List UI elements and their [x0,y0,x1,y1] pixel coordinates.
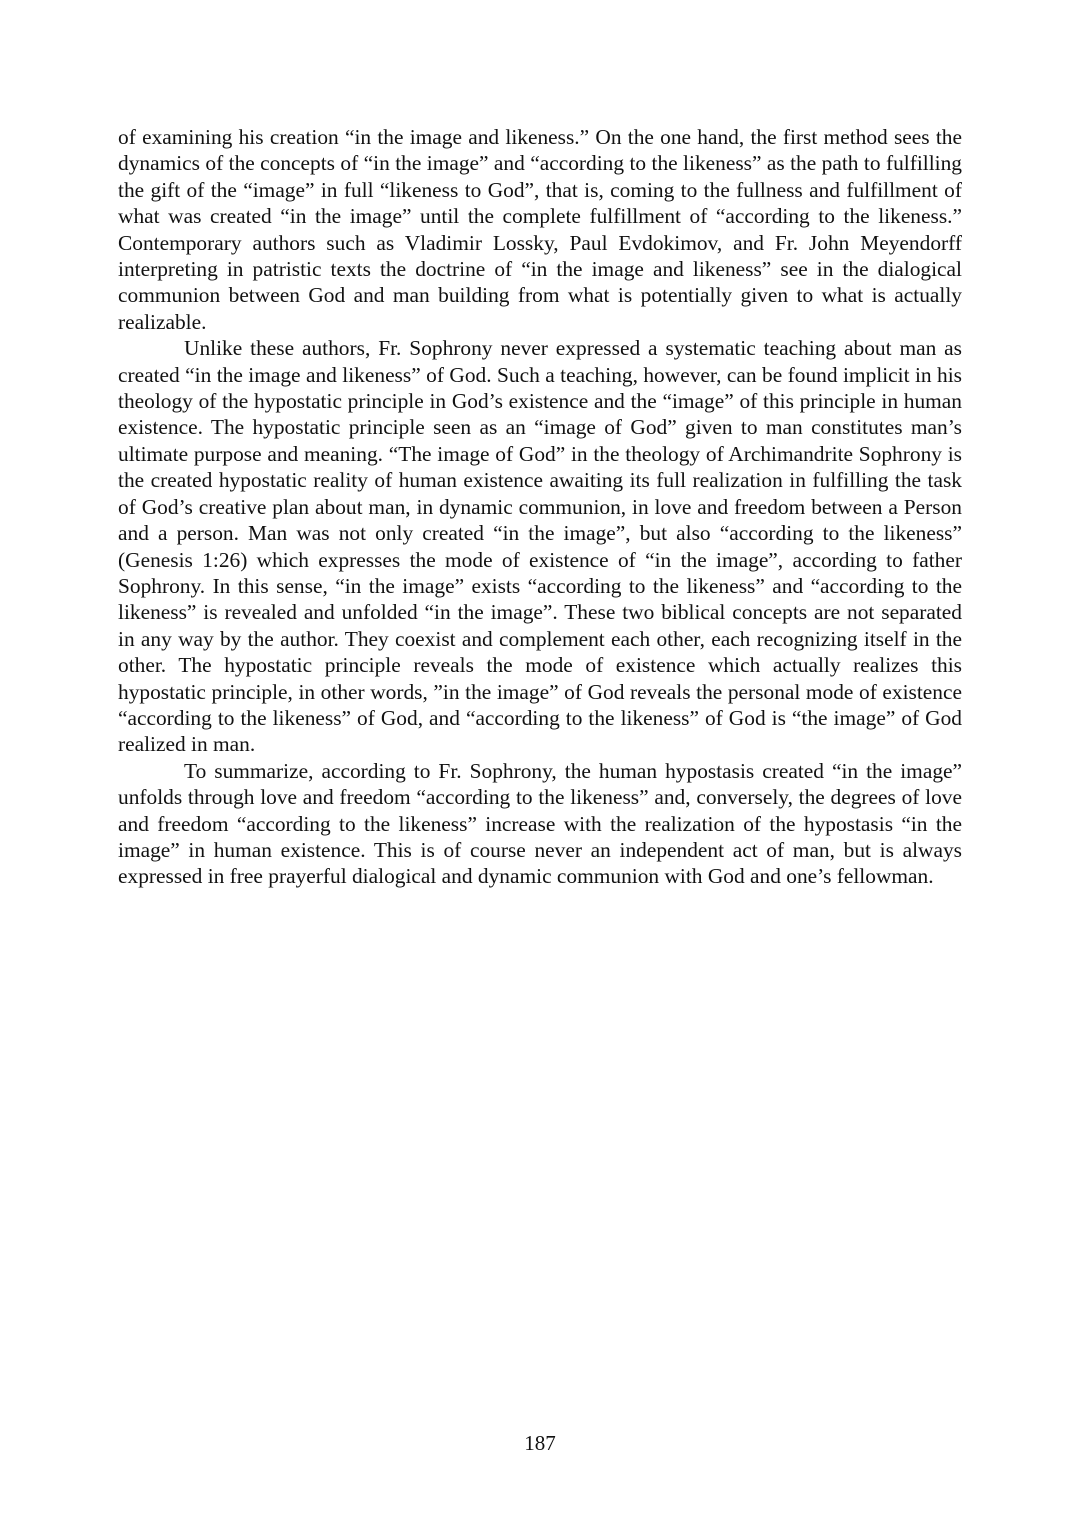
body-text [118,124,962,890]
paragraph-sophrony-teaching: Unlike these authors, Fr. Sophrony never expressed a systematic teaching about man as created “in the image and likeness” of God. Such a teaching, however, can be found implicit in his theology of the hypostatic principle in God’s existence and the “image” of this principle in human existence. The hypostatic principle seen as an “image of God” given to man constitutes man’s ultimate purpose and meaning. “The image of God” in the theology of Archimandrite Sophrony is the created hypostatic reality of human existence awaiting its full realization in fulfilling the task of God’s creative plan about man, in dynamic communion, in love and freedom between a Person and a person. Man was not only created “in the image”, but also “according to the likeness” (Genesis 1:26) which expresses the mode of existence of “in the image”, according to father Sophrony. In this sense, “in the image” exists “according to the likeness” and “according to the likeness” is revealed and unfolded “in the image”. These two biblical concepts are not separated in any way by the author. They coexist and complement each other, each recognizing itself in the other. The hypostatic principle reveals the mode of existence which actually realizes this hypostatic principle, in other words, ”in the image” of God reveals the personal mode of existence “according to the likeness” of God, and “according to the likeness” of God is “the image” of God realized in man. [118,336,962,757]
paragraph-continuation: of examining his creation “in the image and likeness.” On the one hand, the first method sees the dynamics of the concepts of “in the image” and “according to the likeness” as the path to fulfilling the gift of the “image” in full “likeness to God”, that is, coming to the fullness and fulfillment of what was created “in the image” until the complete fulfillment of “according to the likeness.” Contemporary authors such as Vladimir Lossky, Paul Evdokimov, and Fr. John Meyendorff interpreting in patristic texts the doctrine of “in the image and likeness” see in the dialogical communion between God and man building from what is potentially given to what is actually realizable. [118,125,962,334]
page-number: 187 [524,1431,556,1455]
paragraph-summary: To summarize, according to Fr. Sophrony, the human hypostasis created “in the image” unfolds through love and freedom “according to the likeness” and, conversely, the degrees of love and freedom “according to the likeness” increase with the realization of the hypostasis “in the image” in human existence. This is of course never an independent act of man, but is always expressed in free prayerful dialogical and dynamic communion with God and one’s fellowman. [118,758,962,889]
